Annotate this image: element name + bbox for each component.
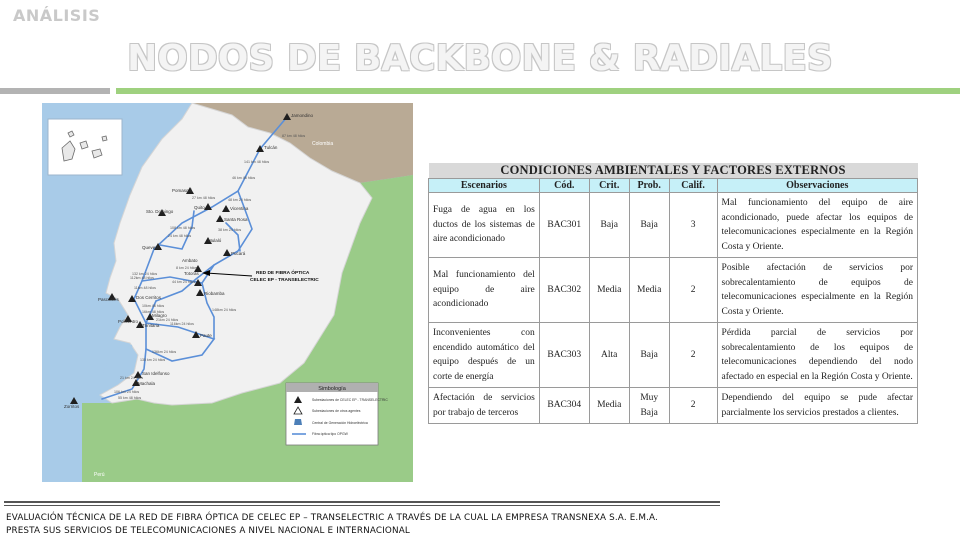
- svg-text:112km 48 hilos: 112km 48 hilos: [130, 276, 154, 280]
- cell-calif: 2: [669, 388, 717, 424]
- svg-text:San Idelfonso: San Idelfonso: [142, 371, 170, 376]
- table-row: [429, 193, 918, 258]
- cell-escenario: Mal funcionamiento del equipo de aire acondicionado: [429, 258, 540, 323]
- svg-text:55 km 48 hilos: 55 km 48 hilos: [118, 396, 142, 400]
- conditions-table: [428, 163, 918, 424]
- fiber-network-map: [42, 103, 413, 482]
- cell-calif: 3: [669, 193, 717, 258]
- cell-prob: Muy Baja: [629, 388, 669, 424]
- col-header-calif: Calif.: [669, 179, 717, 193]
- svg-text:Zorritos: Zorritos: [64, 404, 80, 409]
- cell-cod: BAC302: [539, 258, 589, 323]
- svg-text:21km 24 hilos: 21km 24 hilos: [156, 318, 179, 322]
- cell-crit: Media: [589, 258, 629, 323]
- cell-observaciones: Posible afectación de servicios por sobrecalentamiento de equipos de telecomunicaciones especialmente en la Región Costa y Oriente.: [717, 258, 917, 323]
- cell-escenario: Afectación de servicios por trabajo de terceros: [429, 388, 540, 424]
- svg-text:27 km 48 hilos: 27 km 48 hilos: [192, 196, 216, 200]
- col-header-cod: Cód.: [539, 179, 589, 193]
- conditions-table-container: [428, 163, 918, 424]
- svg-text:136km 24 hilos: 136km 24 hilos: [152, 350, 177, 354]
- label-colombia: Colombia: [312, 141, 334, 147]
- title-underline-green: [116, 88, 960, 94]
- svg-text:46 km 48 hilos: 46 km 48 hilos: [232, 176, 256, 180]
- svg-text:Quevedo: Quevedo: [142, 245, 161, 250]
- svg-text:148km 24 hilos: 148km 24 hilos: [212, 308, 237, 312]
- legend-hydro-plant-icon: [294, 419, 302, 425]
- svg-text:48 km 24 hilos: 48 km 24 hilos: [228, 198, 252, 202]
- cell-prob: Baja: [629, 323, 669, 388]
- footer-rule-thin: [4, 505, 720, 506]
- cell-prob: Baja: [629, 193, 669, 258]
- cell-crit: Baja: [589, 193, 629, 258]
- legend-item-4: Fibra óptica tipo OPGW: [312, 432, 348, 436]
- svg-text:Trinitaria: Trinitaria: [142, 323, 160, 328]
- svg-text:Ambato: Ambato: [182, 258, 198, 263]
- table-row: [429, 323, 918, 388]
- svg-text:11km 48 hilos: 11km 48 hilos: [134, 286, 156, 290]
- svg-text:Policentro: Policentro: [118, 319, 139, 324]
- cell-observaciones: Mal funcionamiento del equipo de aire acondicionado, puede afectar los equipos de telecomunicaciones especialmente en la Región Costa y Oriente.: [717, 193, 917, 258]
- label-peru: Perú: [94, 472, 105, 478]
- map-legend: [286, 383, 388, 445]
- svg-text:Totoras: Totoras: [184, 271, 199, 276]
- cell-calif: 2: [669, 323, 717, 388]
- svg-text:10km 48 hilos: 10km 48 hilos: [142, 304, 165, 308]
- legend-item-1: Subestaciones de CELEC EP - TRANSELECTRIC: [312, 398, 388, 402]
- svg-text:Machala: Machala: [138, 381, 156, 386]
- legend-title: Simbología: [318, 386, 346, 392]
- cell-crit: Alta: [589, 323, 629, 388]
- cell-calif: 2: [669, 258, 717, 323]
- cell-crit: Media: [589, 388, 629, 424]
- section-label: ANÁLISIS: [13, 6, 101, 25]
- legend-item-2: Subestaciones de otros agentes: [312, 409, 361, 413]
- svg-text:141 km 48 hilos: 141 km 48 hilos: [244, 160, 270, 164]
- svg-text:Mulaló: Mulaló: [208, 238, 222, 243]
- svg-text:Quito: Quito: [194, 205, 205, 210]
- cell-cod: BAC301: [539, 193, 589, 258]
- col-header-crit: Crit.: [589, 179, 629, 193]
- table-row: [429, 258, 918, 323]
- svg-text:Dos Cerritos: Dos Cerritos: [136, 295, 162, 300]
- cell-prob: Media: [629, 258, 669, 323]
- svg-text:Santa Rosa: Santa Rosa: [224, 217, 248, 222]
- svg-text:132 km 24 hilos: 132 km 24 hilos: [132, 272, 158, 276]
- svg-text:Milagro: Milagro: [152, 313, 167, 318]
- svg-text:38 km 24 hilos: 38 km 24 hilos: [218, 228, 242, 232]
- svg-text:Sto. Domingo: Sto. Domingo: [146, 209, 174, 214]
- svg-text:8 km 24 hilos: 8 km 24 hilos: [176, 266, 198, 270]
- footer-rule-thick: [4, 501, 720, 503]
- title-underline-gray: [0, 88, 110, 94]
- svg-text:Vicentina: Vicentina: [230, 206, 249, 211]
- col-header-escenarios: Escenarios: [429, 179, 540, 193]
- svg-text:Pomasqui: Pomasqui: [172, 188, 193, 193]
- legend-item-3: Central de Generación Hidroeléctrica: [312, 421, 368, 425]
- svg-text:Tulcán: Tulcán: [264, 145, 278, 150]
- slide-title: NODOS DE BACKBONE & RADIALES: [127, 38, 833, 79]
- svg-text:24 km 48 hilos: 24 km 48 hilos: [168, 234, 192, 238]
- svg-text:Paute: Paute: [200, 333, 212, 338]
- cell-observaciones: Pérdida parcial de servicios por sobrecalentamiento de los equipos de telecomunicaciones dependiendo del nodo afectado en especial en la Región Costa y Oriente.: [717, 323, 917, 388]
- svg-text:Pascuales: Pascuales: [98, 297, 119, 302]
- callout-line1: RED DE FIBRA ÓPTICA: [256, 271, 310, 276]
- svg-text:44 km 24 hilos: 44 km 24 hilos: [172, 280, 196, 284]
- svg-text:16km 48 hilos: 16km 48 hilos: [142, 310, 165, 314]
- table-header-row: [429, 179, 918, 193]
- svg-text:106 km 24 hilos: 106 km 24 hilos: [114, 390, 140, 394]
- svg-text:21 km 24 hilos: 21 km 24 hilos: [120, 376, 144, 380]
- cell-observaciones: Dependiendo del equipo se pude afectar parcialmente los servicios prestados a clientes.: [717, 388, 917, 424]
- cell-cod: BAC304: [539, 388, 589, 424]
- svg-text:Jamondino: Jamondino: [291, 113, 314, 118]
- svg-text:87 km 48 hilos: 87 km 48 hilos: [282, 134, 306, 138]
- footer-line-2: PRESTA SUS SERVICIOS DE TELECOMUNICACIONES A NIVEL NACIONAL E INTERNACIONAL: [6, 526, 410, 536]
- cell-escenario: Fuga de agua en los ductos de los sistemas de aire acondicionado: [429, 193, 540, 258]
- svg-text:135 km 24 hilos: 135 km 24 hilos: [140, 358, 166, 362]
- footer-caption: [6, 512, 746, 538]
- table-row: [429, 388, 918, 424]
- callout-line2: CELEC EP - TRANSELECTRIC: [250, 278, 319, 283]
- col-header-observaciones: Observaciones: [717, 179, 917, 193]
- svg-text:Pucará: Pucará: [231, 251, 246, 256]
- table-title: CONDICIONES AMBIENTALES Y FACTORES EXTERNOS: [429, 163, 918, 179]
- col-header-prob: Prob.: [629, 179, 669, 193]
- cell-escenario: Inconvenientes con encendido automático del equipo después de un corte de energía: [429, 323, 540, 388]
- footer-line-1: EVALUACIÓN TÉCNICA DE LA RED DE FIBRA ÓPTICA DE CELEC EP – TRANSELECTRIC A TRAVÉS DE LA CUAL LA EMPRESA TRANSNEXA S.A. E.M.A.: [6, 513, 659, 523]
- svg-text:108 km 48 hilos: 108 km 48 hilos: [170, 226, 196, 230]
- svg-text:116km 24 hilos: 116km 24 hilos: [170, 322, 194, 326]
- cell-cod: BAC303: [539, 323, 589, 388]
- svg-text:Riobamba: Riobamba: [204, 291, 225, 296]
